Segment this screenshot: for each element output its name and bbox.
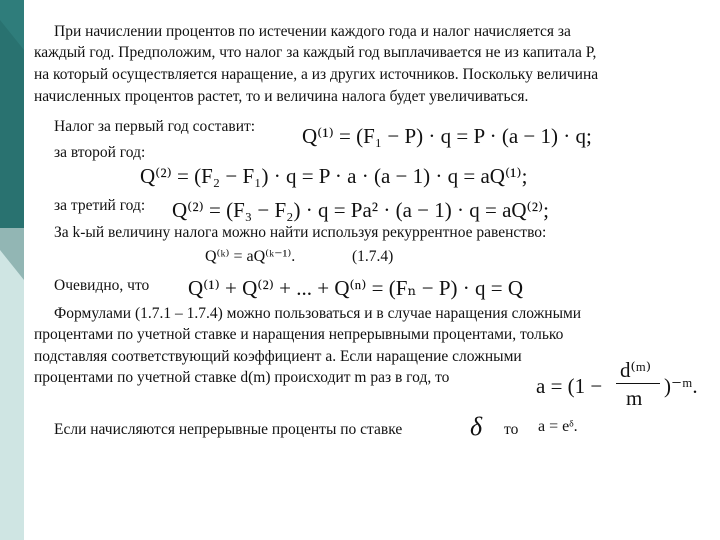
obviously-label: Очевидно, что <box>54 277 150 294</box>
a-formula-left: a = (1 − <box>536 374 603 398</box>
continuous-label: Если начисляются непрерывные проценты по ставке <box>54 421 403 438</box>
paragraph-line: Формулами (1.7.1 – 1.7.4) можно пользоваться и в случае наращения сложными <box>54 305 582 322</box>
accent-band-bevel <box>0 20 24 280</box>
sum-formula: Q⁽¹⁾ + Q⁽²⁾ + ... + Q⁽ⁿ⁾ = (Fₙ − P) · q = Q <box>188 276 524 300</box>
paragraph-line: каждый год. Предположим, что налог за каждый год выплачивается не из капитала Р, <box>34 44 597 61</box>
kth-formula: Q⁽ᵏ⁾ = aQ⁽ᵏ⁻¹⁾. <box>205 248 296 265</box>
paragraph-line: на который осуществляется наращение, а из других источников. Поскольку величина <box>34 66 599 83</box>
paragraph-line: процентами по учетной ставке и наращения непрерывными процентами, только <box>34 326 564 343</box>
a-formula-denominator: m <box>626 386 643 410</box>
kth-year-label: За k-ый величину налога можно найти используя рекуррентное равенство: <box>54 224 547 241</box>
equation-number: (1.7.4) <box>352 248 394 265</box>
third-year-label: за третий год: <box>54 197 146 214</box>
paragraph-line: процентами по учетной ставке d(m) происходит m раз в год, то <box>34 369 450 386</box>
second-year-formula: Q⁽²⁾ = (F₂ − F₁) · q = P · a · (a − 1) · q = aQ⁽¹⁾; <box>140 164 528 188</box>
a-formula-numerator: d⁽ᵐ⁾ <box>620 358 652 382</box>
a-formula-right: )⁻ᵐ. <box>664 374 698 398</box>
paragraph-line: начисленных процентов растет, то и величина налога будет увеличиваться. <box>34 88 529 105</box>
fraction-bar <box>616 383 660 384</box>
paragraph-line: При начислении процентов по истечении каждого года и налог начисляется за <box>54 23 571 40</box>
delta-symbol: δ <box>470 412 483 441</box>
first-year-label: Налог за первый год составит: <box>54 118 256 135</box>
paragraph-line: подставляя соответствующий коэффициент а. Если наращение сложными <box>34 348 522 365</box>
third-year-formula: Q⁽²⁾ = (F₃ − F₂) · q = Pa² · (a − 1) · q = aQ⁽²⁾; <box>172 198 549 222</box>
then-word: то <box>504 421 519 438</box>
second-year-label: за второй год: <box>54 144 146 161</box>
exp-formula: a = eᵟ. <box>538 418 578 435</box>
first-year-formula: Q⁽¹⁾ = (F₁ − P) · q = P · (a − 1) · q; <box>302 124 592 148</box>
